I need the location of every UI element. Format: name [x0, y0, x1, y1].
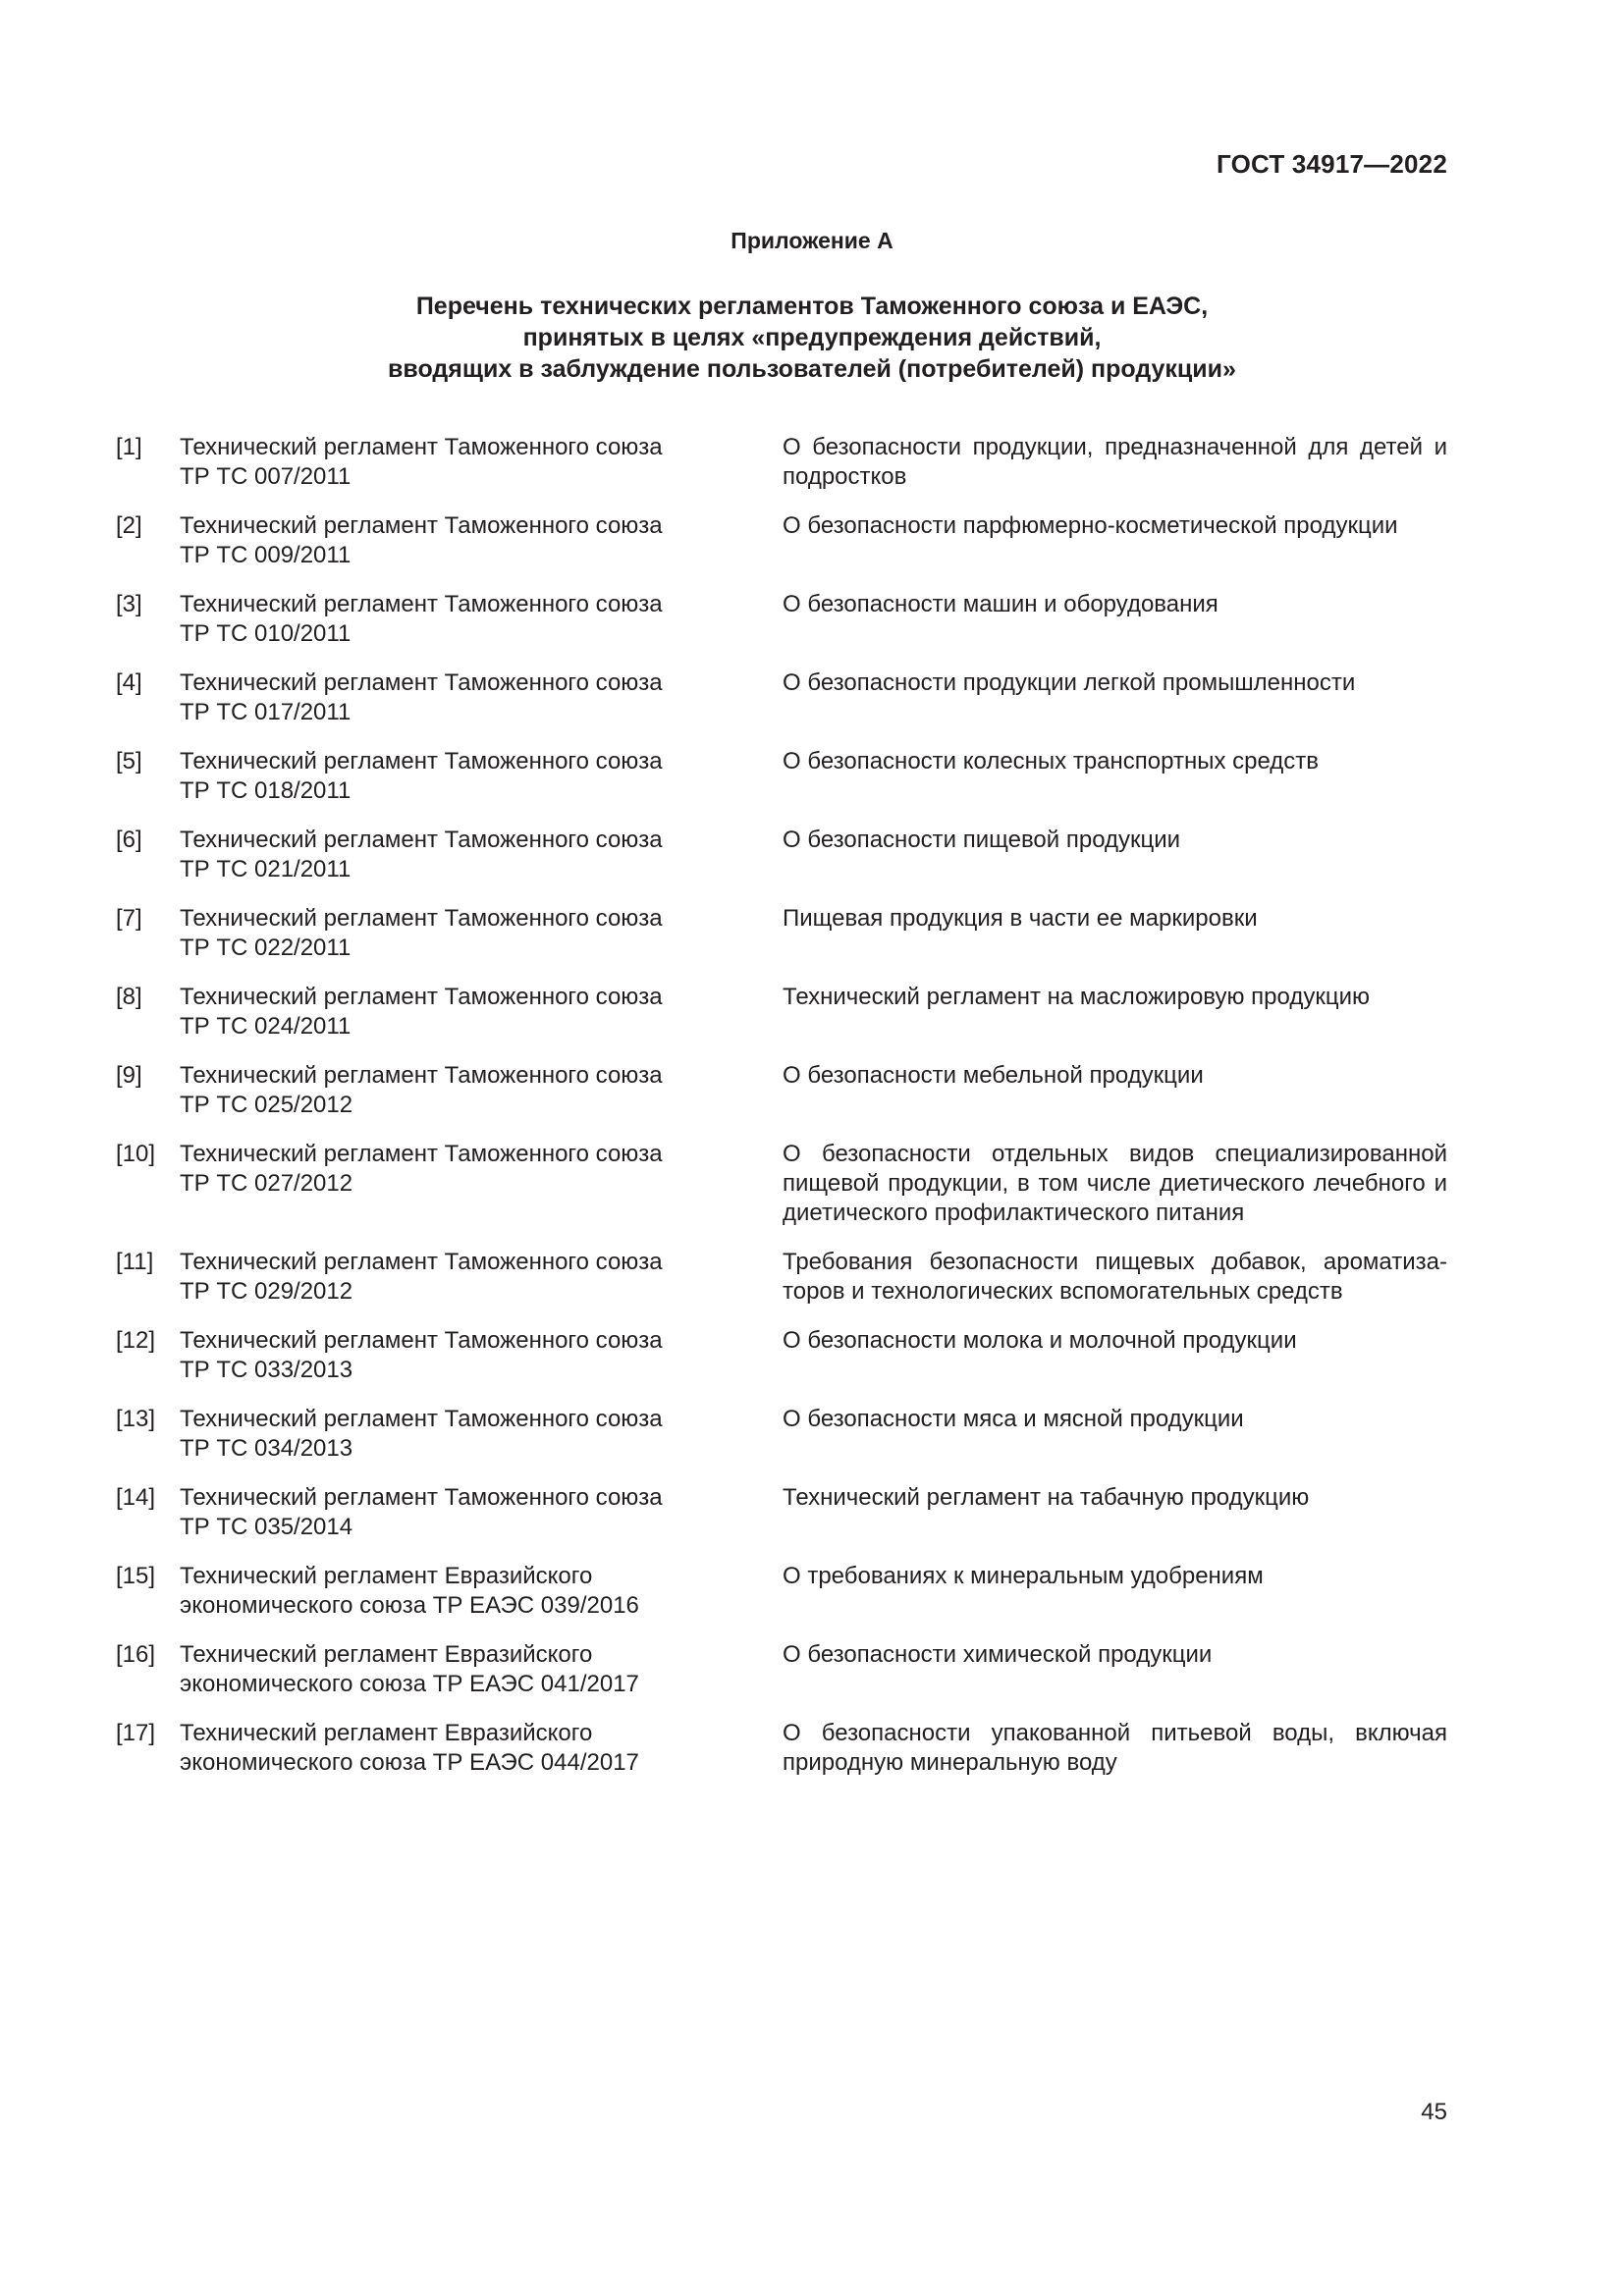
reference-document-line: Технический регламент Таможенного союза	[180, 669, 663, 696]
reference-document-code: ТР ТС 025/2012	[180, 1092, 353, 1118]
reference-title: О безопасности парфюмерно-косметической продукции	[783, 512, 1398, 539]
reference-document	[180, 826, 730, 884]
appendix-label: Приложение А	[731, 228, 893, 253]
reference-number: [1]	[116, 434, 142, 460]
reference-document-line: Технический регламент Таможенного союза	[180, 1484, 663, 1511]
reference-document-code: экономического союза ТР ЕАЭС 041/2017	[180, 1671, 639, 1697]
reference-document-line: Технический регламент Таможенного союза	[180, 1249, 663, 1275]
appendix-heading	[0, 291, 1624, 385]
reference-document-line: Технический регламент Таможенного союза	[180, 1141, 663, 1167]
reference-title: О безопасности продукции, предназначенной для детей и подростков	[783, 434, 1447, 490]
reference-document-code: ТР ТС 029/2012	[180, 1278, 353, 1305]
reference-document-code: ТР ТС 027/2012	[180, 1170, 353, 1197]
reference-number: [6]	[116, 827, 142, 853]
reference-document	[180, 747, 730, 806]
reference-number: [9]	[116, 1062, 142, 1089]
reference-document-line: Технический регламент Евразийского	[180, 1563, 593, 1589]
reference-number: [4]	[116, 669, 142, 696]
reference-document	[180, 1562, 730, 1621]
reference-document-code: ТР ТС 022/2011	[180, 934, 352, 961]
reference-title: О безопасности мебельной продукции	[783, 1062, 1204, 1089]
reference-document-code: ТР ТС 007/2011	[180, 463, 352, 490]
reference-title: О безопасности отдельных видов специализированной пищевой продукции, в том числе диетического лечебного и диетического профилактического питания	[783, 1141, 1447, 1226]
heading-line: Перечень технических регламентов Таможенного союза и ЕАЭС,	[415, 293, 1209, 320]
reference-document-line: Технический регламент Таможенного союза	[180, 1327, 663, 1354]
reference-document-code: ТР ТС 010/2011	[180, 620, 352, 647]
reference-number: [7]	[116, 905, 142, 932]
reference-document	[180, 1719, 730, 1778]
heading-line: вводящих в заблуждение пользователей (потребителей) продукции»	[388, 355, 1236, 383]
reference-document-code: ТР ТС 034/2013	[180, 1435, 353, 1462]
reference-document-code: ТР ТС 018/2011	[180, 777, 352, 804]
document-code: ГОСТ 34917—2022	[1217, 149, 1447, 179]
reference-number: [5]	[116, 748, 142, 774]
reference-title: О безопасности упакованной питьевой воды, включая природную минеральную воду	[783, 1720, 1447, 1776]
reference-title: Пищевая продукция в части ее маркировки	[783, 905, 1258, 932]
reference-document-code: ТР ТС 033/2013	[180, 1357, 353, 1383]
reference-document-line: Технический регламент Евразийского	[180, 1641, 593, 1668]
reference-document	[180, 1326, 730, 1385]
reference-number: [2]	[116, 512, 142, 539]
reference-number: [11]	[116, 1249, 154, 1275]
reference-document-line: Технический регламент Таможенного союза	[180, 1406, 663, 1432]
reference-title: О требованиях к минеральным удобрениям	[783, 1563, 1264, 1589]
reference-document	[180, 668, 730, 727]
reference-title: О безопасности машин и оборудования	[783, 591, 1218, 617]
reference-number: [14]	[116, 1484, 156, 1511]
reference-document	[180, 1483, 730, 1542]
reference-document-code: ТР ТС 021/2011	[180, 856, 352, 882]
reference-document	[180, 433, 730, 492]
reference-number: [3]	[116, 591, 142, 617]
reference-document-code: ТР ТС 009/2011	[180, 542, 352, 568]
reference-title: О безопасности химической продукции	[783, 1641, 1213, 1668]
reference-title: Технический регламент на табачную продукцию	[783, 1484, 1310, 1511]
reference-number: [16]	[116, 1641, 156, 1668]
reference-number: [15]	[116, 1563, 156, 1589]
reference-document-line: Технический регламент Таможенного союза	[180, 905, 663, 932]
reference-number: [13]	[116, 1406, 156, 1432]
reference-document	[180, 1061, 730, 1120]
reference-document-line: Технический регламент Таможенного союза	[180, 512, 663, 539]
reference-title: О безопасности молока и молочной продукции	[783, 1327, 1297, 1354]
reference-number: [10]	[116, 1141, 156, 1167]
reference-document-code: экономического союза ТР ЕАЭС 039/2016	[180, 1592, 639, 1619]
reference-number: [12]	[116, 1327, 156, 1354]
reference-document	[180, 983, 730, 1041]
reference-document	[180, 1405, 730, 1464]
reference-document-line: Технический регламент Таможенного союза	[180, 984, 663, 1010]
reference-document-code: ТР ТС 017/2011	[180, 699, 352, 725]
reference-title: О безопасности пищевой продукции	[783, 827, 1181, 853]
reference-document-code: экономического союза ТР ЕАЭС 044/2017	[180, 1749, 639, 1776]
reference-document-code: ТР ТС 035/2014	[180, 1514, 353, 1540]
reference-document	[180, 1140, 730, 1199]
page-number: 45	[1421, 2099, 1447, 2125]
reference-document-code: ТР ТС 024/2011	[180, 1013, 352, 1040]
reference-title: О безопасности колесных транспортных средств	[783, 748, 1320, 774]
reference-number: [8]	[116, 984, 142, 1010]
reference-document-line: Технический регламент Таможенного союза	[180, 1062, 663, 1089]
reference-document-line: Технический регламент Таможенного союза	[180, 591, 663, 617]
reference-document	[180, 1248, 730, 1307]
reference-document-line: Технический регламент Таможенного союза	[180, 434, 663, 460]
reference-document	[180, 511, 730, 570]
heading-line: принятых в целях «предупреждения действий,	[522, 324, 1102, 351]
reference-number: [17]	[116, 1720, 156, 1746]
reference-document-line: Технический регламент Евразийского	[180, 1720, 593, 1746]
reference-title: О безопасности мяса и мясной продукции	[783, 1406, 1244, 1432]
reference-document-line: Технический регламент Таможенного союза	[180, 748, 663, 774]
reference-document	[180, 904, 730, 963]
reference-title: О безопасности продукции легкой промышленности	[783, 669, 1356, 696]
reference-document	[180, 590, 730, 649]
reference-document	[180, 1640, 730, 1699]
reference-title: Требования безопасности пищевых добавок, ароматиза-торов и технологических вспомогательных средств	[783, 1249, 1447, 1305]
reference-document-line: Технический регламент Таможенного союза	[180, 827, 663, 853]
reference-title: Технический регламент на масложировую продукцию	[783, 984, 1370, 1010]
